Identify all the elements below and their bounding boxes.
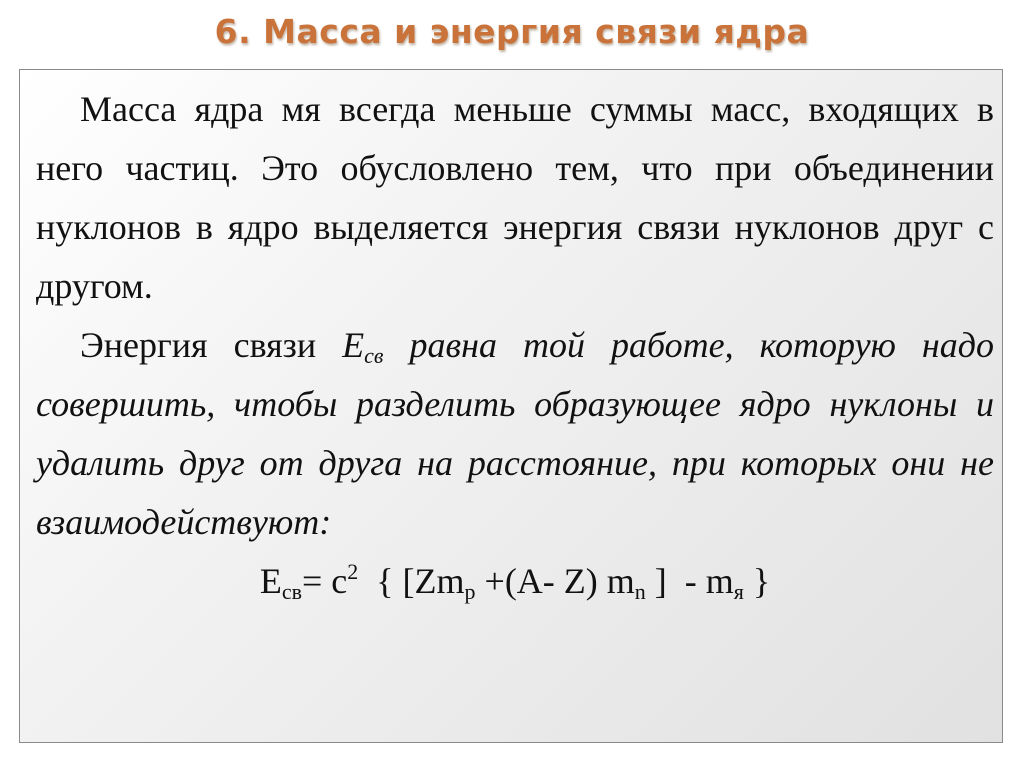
binding-energy-symbol: $E_{св}$: [342, 325, 384, 368]
binding-energy-definition: равна той работе, которую надо совершить, чтобы разделить образующее ядро нуклоны и удалить друг от друга на расстояние, при которых они не взаимодействуют:: [36, 325, 994, 542]
binding-energy-symbol-subscript: св: [364, 343, 384, 368]
paragraph-mass-defect: Масса ядра мя всегда меньше суммы масс, входящих в него частиц. Это обусловлено тем, что при объединении нуклонов в ядро выделяется энергия связи нуклонов друг с другом.: [36, 89, 994, 306]
content-panel: [19, 69, 1003, 743]
content-text: [36, 80, 994, 611]
paragraph-binding-energy: [36, 316, 994, 552]
binding-energy-lead: Энергия связи: [80, 325, 343, 365]
slide-title: 6. Масса и энергия связи ядра: [214, 12, 810, 51]
binding-energy-formula: $E_{св}= c^2$ { [$Zm_p +(A-$ Z) $m_n$ ] - $m_я$ }: [259, 559, 771, 604]
